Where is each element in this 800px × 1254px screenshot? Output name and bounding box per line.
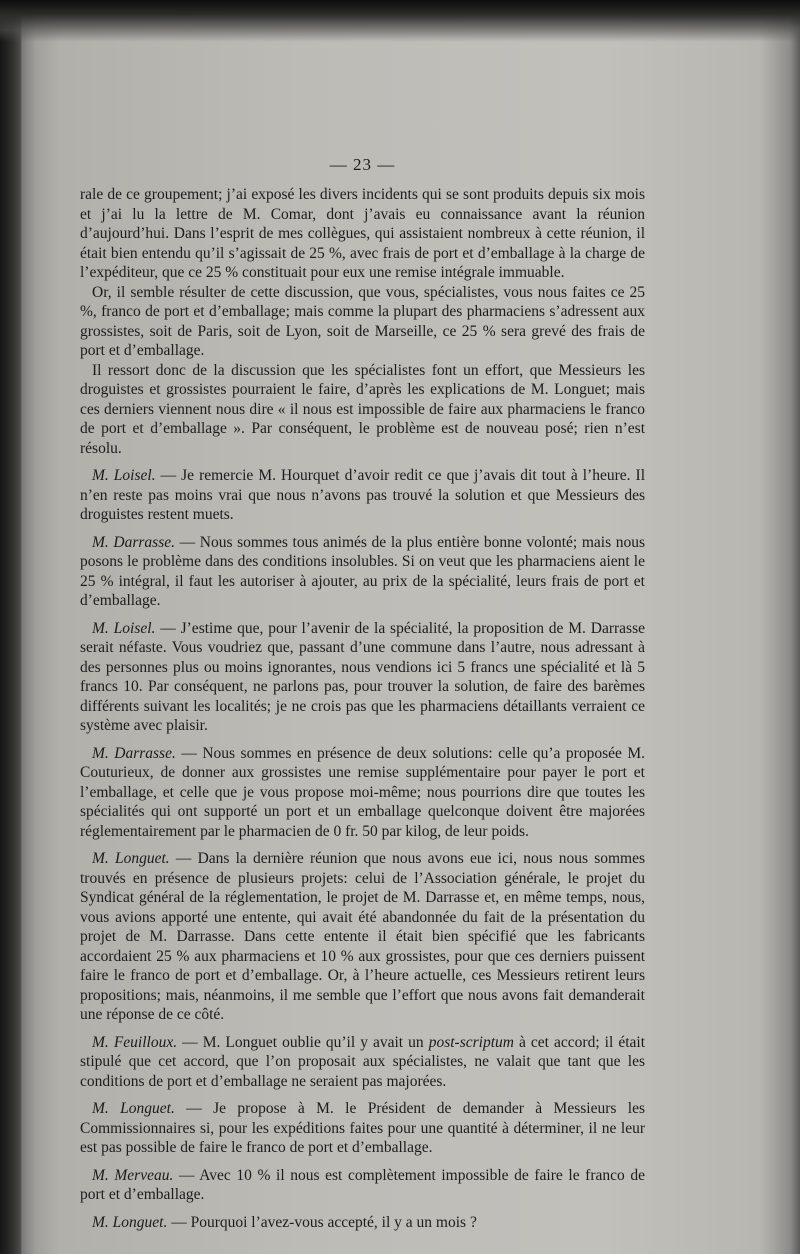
speech-text: — Pourquoi l’avez-vous accepté, il y a un mois ? <box>171 1213 477 1231</box>
speech-paragraph <box>80 1213 645 1233</box>
speech-paragraph <box>80 466 645 525</box>
italic-term: post-scriptum <box>428 1033 514 1051</box>
speech-text: — Nous sommes en présence de deux solutions: celle qu’a proposée M. Couturieux, de donner aux grossistes une remise supplémentaire pour payer le port et l’emballage, et celle que je vous propose moi-même; nous pourrions dire que toutes les spécialités qui ont supporté un port et un emballage quelconque doivent être majorées réglementairement par le pharmacien de 0 fr. 50 par kilog, de leur poids. <box>80 744 645 840</box>
body-text <box>80 185 645 1232</box>
speaker-name: M. Longuet. <box>92 1100 175 1117</box>
speaker-name: M. Feuilloux. <box>92 1033 178 1051</box>
paragraph <box>80 283 645 361</box>
speech-paragraph <box>80 533 645 611</box>
speech-text: — J’estime que, pour l’avenir de la spécialité, la proposition de M. Darrasse serait néfaste. Vous voudriez que, passant d’une commune dans l’autre, nous adressant à des personnes plus ou moins ignorantes, nous vendions ici 5 francs une spécialité et là 5 francs 10. Par conséquent, ne parlons pas, pour trouver la solution, de faire des barèmes différents suivant les localités; je ne crois pas que les pharmaciens détaillants verraient ce système avec plaisir. <box>80 619 645 734</box>
paragraph-text: rale de ce groupement; j’ai exposé les divers incidents qui se sont produits depuis six mois et j’ai lu la lettre de M. Comar, dont j’avais eu connaissance avant la réunion d’aujourd’hui. Dans l’esprit de mes collègues, qui assistaient nombreux à cette réunion, il était bien entendu qu’il s’agissait de 25 %, avec frais de port et d’emballage à la charge de l’expéditeur, que ce 25 % constituait pour eux une remise intégrale immuable. <box>80 186 645 281</box>
paragraph <box>80 185 645 283</box>
speaker-name: M. Loisel. <box>92 619 156 637</box>
speech-text: — Je propose à M. le Président de demander à Messieurs les Commissionnaires si, pour les expéditions faites pour une quantité à déterminer, il ne leur est pas possible de faire le franco de port et d’emballage. <box>80 1100 646 1156</box>
speech-paragraph <box>80 744 645 842</box>
speech-text: — Nous sommes tous animés de la plus entière bonne volonté; mais nous posons le problème dans des conditions insolubles. Si on veut que les pharmaciens aient le 25 % intégral, il faut les autoriser à ajouter, au prix de la spécialité, leurs frais de port et d’emballage. <box>80 533 646 609</box>
speaker-name: M. Merveau. <box>92 1166 174 1184</box>
speech-paragraph <box>80 849 645 1025</box>
speech-paragraph <box>80 1033 645 1092</box>
paragraph <box>80 361 645 459</box>
speech-text: — Avec 10 % il nous est complètement impossible de faire le franco de port et d’emballage. <box>80 1166 645 1203</box>
book-spine-shadow <box>0 0 22 1254</box>
speech-paragraph <box>80 1099 645 1158</box>
speaker-name: M. Darrasse. <box>92 533 175 551</box>
speech-text: — Dans la dernière réunion que nous avons eue ici, nous nous sommes trouvés en présence de plusieurs projets: celui de l’Association générale, le projet du Syndicat général de la réglementation, le projet de M. Darrasse et, en même temps, nous, vous avions apporté une entente, qui avait été abandonnée du fait de la présentation du projet de M. Darrasse. Dans cette entente il était bien spécifié que les fabricants accordaient 25 % aux pharmaciens et 10 % aux grossistes, pour que ces derniers puissent faire le franco de port et d’emballage. Or, à l’heure actuelle, ces Messieurs retirent leurs propositions; mais, néanmoins, il me semble que l’effort que nous avons fait demanderait une réponse de ce côté. <box>80 850 646 1023</box>
speaker-name: M. Loisel. <box>92 467 156 484</box>
speech-paragraph <box>80 619 645 736</box>
top-edge-shadow <box>0 0 800 42</box>
speech-paragraph <box>80 1166 645 1205</box>
page-number: — 23 — <box>329 155 396 174</box>
paragraph-text: Il ressort donc de la discussion que les spécialistes font un effort, que Messieurs les droguistes et grossistes pourraient le faire, d’après les explications de M. Longuet; mais ces derniers viennent nous dire « il nous est impossible de faire aux pharmaciens le franco de port et d’emballage ». Par conséquent, le problème est de nouveau posé; rien n’est résolu. <box>80 361 645 457</box>
speaker-name: M. Darrasse. <box>92 744 176 762</box>
speaker-name: M. Longuet. <box>92 1213 168 1231</box>
speaker-name: M. Longuet. <box>92 850 170 867</box>
speech-text-continued: à cet accord; il était stipulé que cet accord, que l’on proposait aux spécialistes, ne valait que tant que les conditions de port et d’emballage ne seraient pas majorées. <box>80 1033 646 1090</box>
speech-text: — Je remercie M. Hourquet d’avoir redit ce que j’avais dit tout à l’heure. Il n’en reste pas moins vrai que nous n’avons pas trouvé la solution et que Messieurs des droguistes restent muets. <box>80 467 645 523</box>
speech-text: — M. Longuet oublie qu’il y avait un <box>182 1033 429 1051</box>
paragraph-text: Or, il semble résulter de cette discussion, que vous, spécialistes, vous nous faites ce 25 %, franco de port et d’emballage; mais comme la plupart des pharmaciens s’adressent aux grossistes, soit de Paris, soit de Lyon, soit de Marseille, ce 25 % sera grevé des frais de port et d’emballage. <box>80 283 645 359</box>
